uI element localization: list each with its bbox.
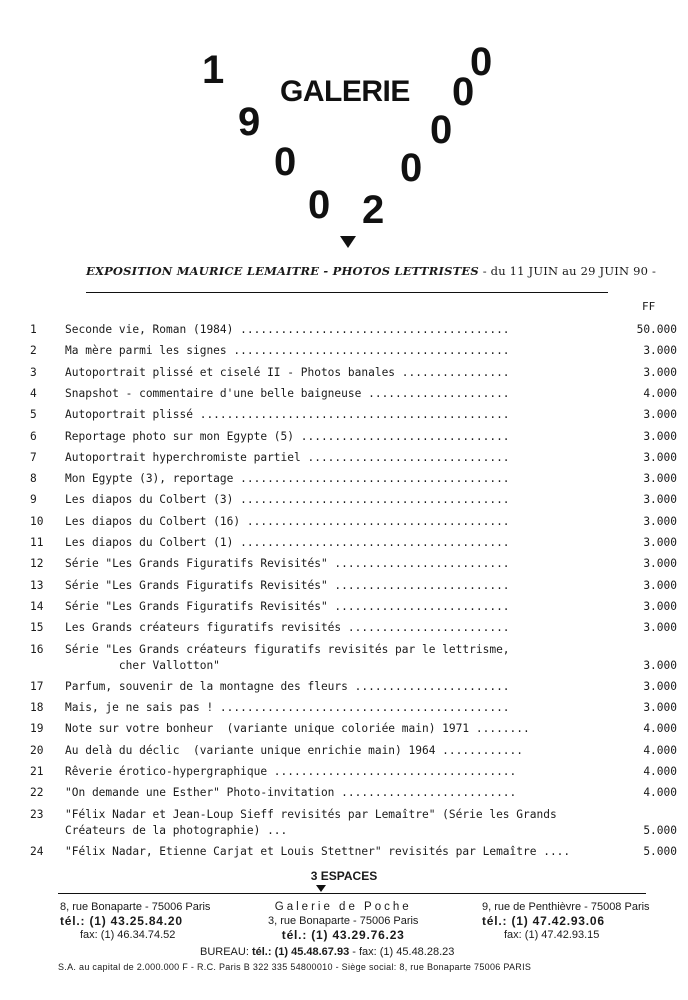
- item-title: "Félix Nadar, Etienne Carjat et Louis Stettner" revisités par Lemaître ....: [65, 844, 571, 858]
- item-price: 3.000: [643, 599, 677, 613]
- item-title: Série "Les Grands Figuratifs Revisités" ..........................: [65, 599, 510, 613]
- item-title: Seconde vie, Roman (1984) ........................................: [65, 323, 510, 336]
- exhibition-dates: - du 11 JUIN au 29 JUIN 90 -: [482, 264, 657, 278]
- bureau-tel: tél.: (1) 45.48.67.93: [251, 946, 350, 958]
- list-item: [0, 642, 688, 674]
- item-number: 9: [30, 493, 37, 507]
- list-item: [0, 556, 688, 572]
- list-item: [0, 578, 688, 594]
- item-price: 3.000: [643, 344, 677, 358]
- item-price: 3.000: [643, 679, 677, 693]
- item-price: 5.000: [643, 844, 677, 858]
- logo-galerie-text: GALERIE: [280, 75, 410, 108]
- logo-triangle-icon: [340, 236, 356, 248]
- list-item: [0, 700, 688, 716]
- item-title: Série "Les Grands Figuratifs Revisités" ..........................: [65, 557, 510, 571]
- espaces-heading: 3 ESPACES: [310, 869, 378, 883]
- item-title: Les diapos du Colbert (1) ........................................: [65, 536, 510, 549]
- item-title: Autoportrait plissé ..............................................: [65, 408, 510, 422]
- exhibition-heading: [86, 264, 656, 278]
- address-center-street: 3, rue Bonaparte - 75006 Paris: [268, 915, 419, 927]
- item-number: 11: [30, 536, 44, 549]
- item-price: 50.000: [636, 323, 677, 336]
- item-number: 22: [30, 786, 44, 800]
- item-number: 15: [30, 621, 44, 635]
- item-number: 21: [30, 765, 44, 778]
- list-item: [0, 429, 688, 445]
- address-right-tel: tél.: (1) 47.42.93.06: [482, 914, 605, 928]
- item-number: 24: [30, 844, 44, 858]
- item-number: 19: [30, 722, 44, 736]
- item-title: Snapshot - commentaire d'une belle baigneuse .....................: [65, 386, 510, 400]
- address-center-name: Galerie de Poche: [274, 901, 412, 913]
- item-price: 3.000: [643, 536, 677, 549]
- item-title: Créateurs de la photographie) ...: [65, 823, 288, 837]
- item-price: 4.000: [643, 386, 677, 400]
- legal-line: S.A. au capital de 2.000.000 F - R.C. Paris B 322 335 54800010 - Siège social: 8, rue Bonaparte 75006 PARIS: [58, 962, 532, 972]
- item-title: Note sur votre bonheur (variante unique coloriée main) 1971 ........: [65, 722, 530, 736]
- item-price: 3.000: [643, 621, 677, 635]
- address-left: [60, 900, 210, 942]
- address-left-street: 8, rue Bonaparte - 75006 Paris: [60, 901, 211, 913]
- logo-digit: 0: [308, 183, 331, 227]
- list-item: [0, 844, 688, 860]
- item-title: Ma mère parmi les signes .........................................: [65, 344, 510, 358]
- item-price: 3.000: [643, 365, 677, 379]
- item-price: 3.000: [643, 514, 677, 528]
- list-item: [0, 386, 688, 402]
- heading-rule: [86, 292, 608, 293]
- item-number: 16: [30, 642, 44, 656]
- item-title: Rêverie érotico-hypergraphique ....................................: [65, 765, 517, 778]
- logo-digit: 0: [400, 146, 423, 190]
- item-price: 4.000: [643, 743, 677, 757]
- item-number: 2: [30, 344, 37, 358]
- item-number: 1: [30, 323, 37, 336]
- list-item: [0, 471, 688, 487]
- item-title: Les diapos du Colbert (16) .......................................: [65, 514, 510, 528]
- list-item: [0, 514, 688, 530]
- item-price: 4.000: [643, 722, 677, 736]
- list-item: [0, 322, 688, 338]
- list-item: [0, 535, 688, 551]
- item-title: "On demande une Esther" Photo-invitation ..........................: [65, 786, 517, 800]
- item-price: 3.000: [643, 408, 677, 422]
- item-number: 20: [30, 743, 44, 757]
- list-item: [0, 620, 688, 636]
- item-title: Les diapos du Colbert (3) ........................................: [65, 493, 510, 507]
- item-number: 5: [30, 408, 37, 422]
- address-right-street: 9, rue de Penthièvre - 75008 Paris: [482, 901, 650, 913]
- item-title: Au delà du déclic (variante unique enrichie main) 1964 ............: [65, 743, 524, 757]
- item-number: 6: [30, 429, 37, 443]
- list-item: [0, 721, 688, 737]
- logo-digit: 0: [430, 108, 453, 152]
- address-right: [482, 900, 650, 942]
- item-price: 3.000: [643, 450, 677, 464]
- item-price: 4.000: [643, 765, 677, 778]
- logo-digit: 0: [452, 70, 475, 114]
- item-title: "Félix Nadar et Jean-Loup Sieff revisités par Lemaître" (Série les Grands: [65, 807, 557, 821]
- list-item: [0, 450, 688, 466]
- item-number: 13: [30, 578, 44, 592]
- logo-digit: 0: [470, 40, 493, 84]
- item-number: 12: [30, 557, 44, 571]
- list-item: [0, 492, 688, 508]
- item-number: 3: [30, 365, 37, 379]
- item-price: 3.000: [643, 557, 677, 571]
- item-price: 3.000: [643, 472, 677, 486]
- list-item: [0, 343, 688, 359]
- address-center: [268, 900, 418, 942]
- item-title: Mais, je ne sais pas ! ...........................................: [65, 701, 510, 715]
- list-item: [0, 743, 688, 759]
- item-number: 7: [30, 450, 37, 464]
- item-number: 4: [30, 386, 37, 400]
- address-left-fax: fax: (1) 46.34.74.52: [80, 929, 176, 941]
- logo-digit: 1: [202, 48, 225, 92]
- list-item: [0, 679, 688, 695]
- item-price: 5.000: [643, 823, 677, 837]
- item-price: 3.000: [643, 658, 677, 672]
- address-right-fax: fax: (1) 47.42.93.15: [504, 929, 600, 941]
- item-title: Les Grands créateurs figuratifs revisités ........................: [65, 621, 510, 635]
- logo-digit: 0: [274, 140, 297, 184]
- bureau-line: [200, 946, 454, 958]
- list-item: [0, 407, 688, 423]
- list-item: [0, 807, 688, 839]
- footer-rule: [58, 893, 646, 894]
- address-center-tel: tél.: (1) 43.29.76.23: [281, 928, 405, 942]
- currency-label: FF: [642, 300, 656, 313]
- item-number: 14: [30, 599, 44, 613]
- gallery-logo: [180, 30, 510, 260]
- exhibition-title: EXPOSITION MAURICE LEMAITRE - PHOTOS LETTRISTES: [86, 264, 479, 278]
- logo-digit: 9: [238, 100, 261, 144]
- address-left-tel: tél.: (1) 43.25.84.20: [60, 914, 183, 928]
- logo-digit: 2: [362, 188, 385, 232]
- item-number: 10: [30, 514, 44, 528]
- list-item: [0, 599, 688, 615]
- item-price: 3.000: [643, 701, 677, 715]
- item-price: 3.000: [643, 429, 677, 443]
- item-title: Autoportrait hyperchromiste partiel ..............................: [65, 450, 510, 464]
- item-title: Mon Egypte (3), reportage ........................................: [65, 472, 510, 486]
- item-number: 23: [30, 807, 44, 821]
- item-number: 17: [30, 679, 44, 693]
- item-title: Série "Les Grands Figuratifs Revisités" ..........................: [65, 578, 510, 592]
- espaces-triangle-icon: [316, 885, 326, 892]
- item-number: 8: [30, 472, 37, 486]
- item-title: Série "Les Grands créateurs figuratifs revisités par le lettrisme,: [65, 642, 510, 656]
- bureau-label: BUREAU:: [200, 946, 249, 958]
- item-price: 4.000: [643, 786, 677, 800]
- list-item: [0, 785, 688, 801]
- item-title: Autoportrait plissé et ciselé II - Photos banales ................: [65, 365, 510, 379]
- item-price: 3.000: [643, 578, 677, 592]
- item-title: Reportage photo sur mon Egypte (5) ...............................: [65, 429, 510, 443]
- item-title: cher Vallotton": [65, 658, 220, 672]
- list-item: [0, 365, 688, 381]
- list-item: [0, 764, 688, 780]
- item-price: 3.000: [643, 493, 677, 507]
- bureau-fax: - fax: (1) 45.48.28.23: [352, 946, 455, 958]
- item-title: Parfum, souvenir de la montagne des fleurs .......................: [65, 679, 510, 693]
- item-number: 18: [30, 701, 44, 715]
